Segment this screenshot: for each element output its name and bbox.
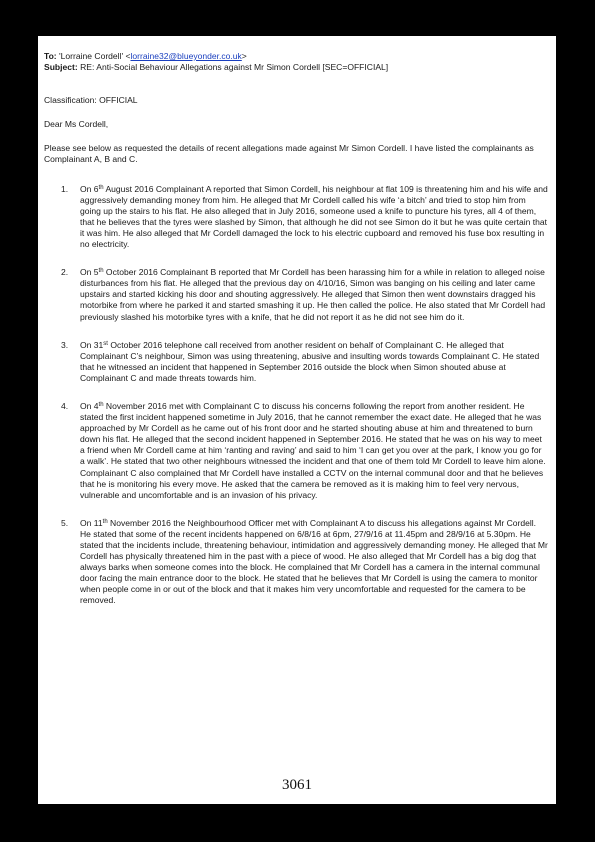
item-number: 2. — [61, 267, 69, 278]
item-number: 3. — [61, 339, 69, 350]
item-number: 5. — [61, 517, 69, 528]
subject-text: RE: Anti-Social Behaviour Allegations against Mr Simon Cordell [SEC=OFFICIAL] — [80, 62, 389, 73]
allegation-item — [44, 401, 548, 501]
email-subject-line — [44, 62, 548, 73]
allegation-item — [44, 340, 548, 384]
item-number: 1. — [61, 183, 69, 194]
item-date-suffix: th — [98, 268, 104, 275]
item-body: October 2016 Complainant B reported that Mr Cordell has been harassing him for a while in relation to alleged noise disturbances from his flat. He alleged that the previous day on 4/10/16, Simon was banging on his ceiling and later came upstairs and started kicking his door and shouting aggressively. He alleged that Simon then went downstairs dragged his motorbike from where he parked it and started smashing it up. He then called the police. He also stated that Mr Cordell had previously slashed his motorbike tyres with a knife, that he did not report it as he did not see him do it. — [80, 267, 546, 322]
subject-label: Subject: — [44, 62, 78, 73]
intro-paragraph: Please see below as requested the details of recent allegations made against Mr Simon Cordell. I have listed the complainants as Complainant A, B and C. — [44, 143, 534, 165]
item-date-suffix: st — [103, 340, 108, 347]
to-name: 'Lorraine Cordell' < — [59, 51, 131, 61]
allegations-list — [44, 184, 548, 607]
item-body: October 2016 telephone call received from another resident on behalf of Complainant C. He alleged that Complainant C’s neighbour, Simon was using threatening, abusive and insulting words towards Complainant C. He stated that he witnessed an incident that happened in September 2016 outside the block when Simon shouted abuse at Complainant C and made threats towards him. — [80, 339, 540, 383]
item-date-suffix: th — [102, 518, 108, 525]
item-date-prefix: On 5 — [80, 267, 99, 278]
item-date-prefix: On 11 — [80, 517, 103, 528]
item-date-suffix: th — [98, 401, 104, 408]
classification: Classification: OFFICIAL — [44, 95, 138, 106]
item-body: November 2016 the Neighbourhood Officer met with Complainant A to discuss his allegations against Mr Cordell. He stated that some of the recent incidents happened on 6/8/16 at 6pm, 27/9/16 at 11.45pm and 28/9/16 at 5.30pm. He stated that the incidents include, threatening behaviour, intimidation and aggressively demanding money. He alleged that Mr Cordell has physically threatened him in the past with a piece of wood. He also alleged that Mr Cordell has a big dog that always barks when someone comes into the block. He complained that Mr Cordell has a camera in the internal communal door facing the main entrance door to the block. He stated that he believes that Mr Cordell is using the camera to monitor when people come in or out of the block and that it makes him very uncomfortable and requested for the camera to be removed. — [80, 517, 548, 606]
item-body: November 2016 met with Complainant C to discuss his concerns following the report from another resident. He stated the first incident happened sometime in July 2016, that he cannot remember the exact date. He alleged that he was approached by Mr Cordell as he came out of his front door and he started shouting abuse at him and threatened to burn down his flat. He alleged that the second incident happened in September 2016. He stated that he was on his way to meet a friend when Mr Cordell came at him ‘ranting and raving’ and said to him ‘I can get you over at the park, I know you go for a walk’. He stated that two other neighbours witnessed the incident and that one of them told Mr Cordell to leave him alone. Complainant C also complained that Mr Cordell have installed a CCTV on the internal communal door and that he believes that he is monitoring his every move. He asked that the camera be removed as it is making him to feel very nervous, vulnerable and uncomfortable and is an invasion of his privacy. — [80, 400, 546, 500]
document-page — [38, 36, 556, 804]
item-body: August 2016 Complainant A reported that Simon Cordell, his neighbour at flat 109 is threatening him and his wife and aggressively demanding money from him. He alleged that Mr Cordell called his wife ‘a bitch’ and tried to stop him from going up the stairs to his flat. He also alleged that in July 2016, someone used a knife to puncture his tyres, all 4 of them, that he believes that the tyres were slashed by Simon, that although he did not see Simon do it but he was quite certain that it was him. He also alleged that Mr Cordell damaged the lock to his electric cupboard and removed his fuse box resulting in no electricity. — [80, 183, 548, 250]
email-to-line — [44, 51, 548, 62]
recipient-email-link[interactable]: lorraine32@blueyonder.co.uk — [130, 51, 242, 61]
allegation-item — [44, 518, 548, 607]
to-label: To: — [44, 51, 57, 61]
allegation-item — [44, 267, 548, 322]
page-number: 3061 — [282, 777, 312, 793]
item-number: 4. — [61, 400, 69, 411]
to-close: > — [241, 51, 247, 61]
salutation: Dear Ms Cordell, — [44, 119, 109, 130]
item-date-prefix: On 31 — [80, 339, 104, 350]
item-date-prefix: On 4 — [80, 400, 99, 411]
item-date-suffix: th — [98, 184, 104, 191]
allegation-item — [44, 184, 548, 251]
item-date-prefix: On 6 — [80, 183, 99, 194]
